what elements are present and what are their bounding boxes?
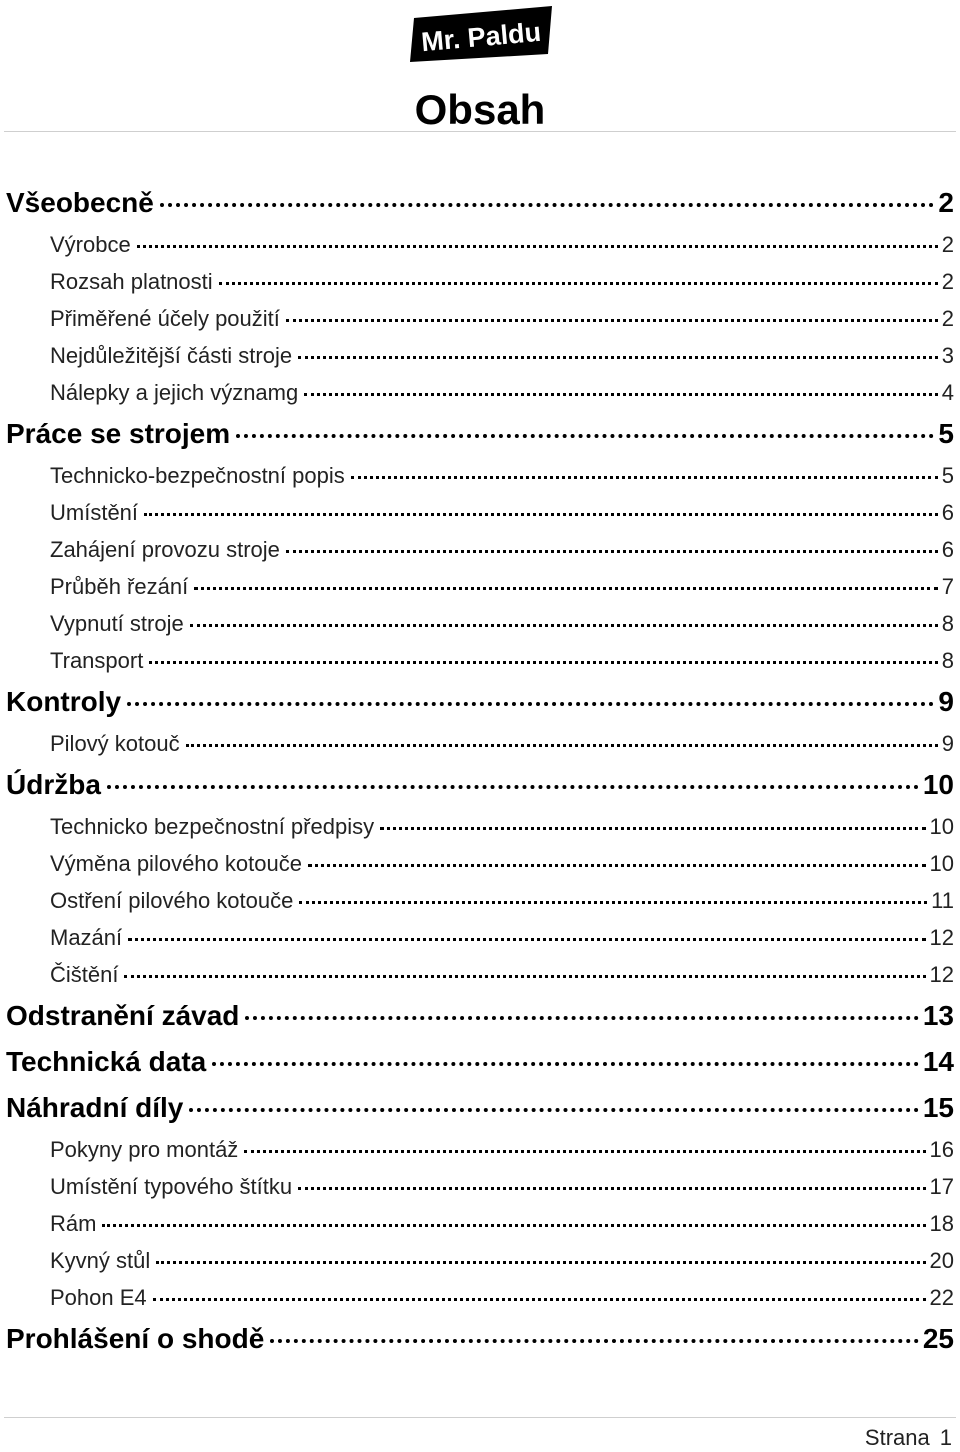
header-divider [4, 131, 956, 132]
toc-dot-leader [124, 973, 925, 978]
toc-entry-label: Rozsah platnosti [50, 269, 213, 294]
toc-entry-label: Umístění typového štítku [50, 1174, 293, 1199]
toc-entry-page: 4 [941, 380, 954, 405]
toc-section[interactable] [0, 845, 960, 882]
toc-dot-leader [304, 391, 938, 396]
toc-dot-leader [380, 825, 925, 830]
toc-entry-page: 8 [941, 648, 954, 673]
toc-entry-label: Prohlášení o shodě [6, 1323, 265, 1354]
toc-dot-leader [299, 899, 927, 904]
toc-entry-label: Průběh řezání [50, 574, 189, 599]
toc-dot-leader [127, 700, 934, 706]
toc-entry-label: Přiměřené účely použití [50, 306, 280, 331]
toc-entry-label: Technicko-bezpečnostní popis [50, 463, 345, 488]
toc-entry-page: 6 [941, 537, 954, 562]
toc-dot-leader [236, 432, 934, 438]
toc-entry-page: 20 [929, 1248, 954, 1273]
toc-entry-label: Pilový kotouč [50, 731, 180, 756]
toc-entry-label: Výměna pilového kotouče [50, 851, 302, 876]
toc-dot-leader [160, 201, 935, 207]
toc-entry-page: 12 [929, 925, 954, 950]
toc-entry-page: 5 [938, 418, 954, 449]
toc-section[interactable] [0, 374, 960, 411]
toc-dot-leader [351, 474, 938, 479]
page-number-label: Strana [864, 1425, 930, 1450]
toc-entry-page: 10 [929, 851, 954, 876]
toc-chapter[interactable] [0, 180, 960, 226]
toc-entry-page: 9 [941, 731, 954, 756]
toc-chapter[interactable] [0, 1316, 960, 1362]
toc-section[interactable] [0, 642, 960, 679]
table-of-contents [0, 180, 960, 1362]
toc-entry-label: Nejdůležitější části stroje [50, 343, 293, 368]
toc-section[interactable] [0, 531, 960, 568]
toc-entry-page: 2 [941, 232, 954, 257]
toc-entry-label: Rám [50, 1211, 97, 1236]
toc-entry-label: Čištění [50, 962, 119, 987]
toc-dot-leader [194, 585, 938, 590]
brand-logo-graphic [408, 4, 558, 66]
toc-entry-page: 16 [929, 1137, 954, 1162]
toc-entry-page: 9 [938, 686, 954, 717]
toc-chapter[interactable] [0, 1039, 960, 1085]
toc-entry-page: 10 [922, 769, 954, 800]
toc-entry-label: Pokyny pro montáž [50, 1137, 239, 1162]
toc-entry-page: 17 [929, 1174, 954, 1199]
toc-section[interactable] [0, 1205, 960, 1242]
toc-section[interactable] [0, 263, 960, 300]
toc-entry-label: Zahájení provozu stroje [50, 537, 280, 562]
toc-dot-leader [149, 659, 937, 664]
toc-entry-page: 10 [929, 814, 954, 839]
toc-entry-page: 13 [922, 1000, 954, 1031]
toc-entry-page: 5 [941, 463, 954, 488]
toc-section[interactable] [0, 605, 960, 642]
page-footer [865, 1424, 952, 1452]
toc-section[interactable] [0, 226, 960, 263]
toc-entry-page: 2 [938, 187, 954, 218]
toc-entry-page: 8 [941, 611, 954, 636]
toc-entry-page: 15 [922, 1092, 954, 1123]
toc-section[interactable] [0, 725, 960, 762]
toc-entry-label: Kyvný stůl [50, 1248, 151, 1273]
toc-dot-leader [286, 317, 938, 322]
toc-dot-leader [244, 1148, 925, 1153]
toc-section[interactable] [0, 1131, 960, 1168]
page-number: 1 [939, 1425, 952, 1450]
toc-dot-leader [190, 622, 938, 627]
brand-logo [408, 4, 558, 66]
toc-dot-leader [270, 1337, 919, 1343]
toc-dot-leader [153, 1296, 926, 1301]
toc-entry-label: Transport [50, 648, 144, 673]
toc-section[interactable] [0, 1168, 960, 1205]
toc-entry-label: Náhradní díly [6, 1092, 184, 1123]
toc-dot-leader [286, 548, 938, 553]
toc-section[interactable] [0, 568, 960, 605]
toc-entry-label: Ostření pilového kotouče [50, 888, 294, 913]
toc-section[interactable] [0, 337, 960, 374]
toc-entry-label: Kontroly [6, 686, 122, 717]
toc-entry-page: 12 [929, 962, 954, 987]
toc-chapter[interactable] [0, 1085, 960, 1131]
toc-entry-label: Odstranění závad [6, 1000, 240, 1031]
toc-dot-leader [245, 1014, 918, 1020]
toc-section[interactable] [0, 1242, 960, 1279]
toc-dot-leader [107, 783, 919, 789]
toc-section[interactable] [0, 882, 960, 919]
toc-dot-leader [144, 511, 938, 516]
page-title: Obsah [414, 86, 546, 133]
toc-dot-leader [308, 862, 926, 867]
toc-chapter[interactable] [0, 993, 960, 1039]
toc-entry-label: Vypnutí stroje [50, 611, 184, 636]
toc-dot-leader [298, 1185, 925, 1190]
toc-dot-leader [189, 1106, 918, 1112]
toc-section[interactable] [0, 808, 960, 845]
toc-section[interactable] [0, 457, 960, 494]
toc-entry-label: Nálepky a jejich významg [50, 380, 299, 405]
toc-section[interactable] [0, 300, 960, 337]
toc-section[interactable] [0, 956, 960, 993]
footer-divider [4, 1417, 956, 1418]
toc-entry-label: Umístění [50, 500, 139, 525]
toc-entry-label: Mazání [50, 925, 123, 950]
toc-section[interactable] [0, 494, 960, 531]
toc-entry-page: 14 [922, 1046, 954, 1077]
toc-dot-leader [128, 936, 925, 941]
toc-entry-page: 2 [941, 269, 954, 294]
toc-entry-label: Výrobce [50, 232, 131, 257]
toc-section[interactable] [0, 919, 960, 956]
toc-dot-leader [298, 354, 938, 359]
toc-entry-label: Všeobecně [6, 187, 154, 218]
toc-chapter[interactable] [0, 679, 960, 725]
brand-logo-text: Mr. Paldu [419, 16, 543, 58]
toc-entry-label: Práce se strojem [6, 418, 231, 449]
toc-entry-page: 7 [941, 574, 954, 599]
toc-entry-label: Technicko bezpečnostní předpisy [50, 814, 375, 839]
toc-chapter[interactable] [0, 762, 960, 808]
toc-entry-page: 3 [941, 343, 954, 368]
toc-dot-leader [186, 742, 938, 747]
toc-entry-page: 6 [941, 500, 954, 525]
toc-entry-label: Údržba [6, 769, 101, 800]
toc-dot-leader [137, 243, 938, 248]
toc-entry-label: Technická data [6, 1046, 207, 1077]
toc-entry-page: 11 [931, 888, 954, 913]
toc-dot-leader [156, 1259, 925, 1264]
toc-section[interactable] [0, 1279, 960, 1316]
toc-entry-page: 25 [922, 1323, 954, 1354]
toc-entry-page: 18 [929, 1211, 954, 1236]
toc-entry-label: Pohon E4 [50, 1285, 147, 1310]
toc-dot-leader [102, 1222, 925, 1227]
toc-entry-page: 22 [929, 1285, 954, 1310]
toc-dot-leader [219, 280, 938, 285]
toc-dot-leader [212, 1060, 919, 1066]
toc-entry-page: 2 [941, 306, 954, 331]
toc-chapter[interactable] [0, 411, 960, 457]
